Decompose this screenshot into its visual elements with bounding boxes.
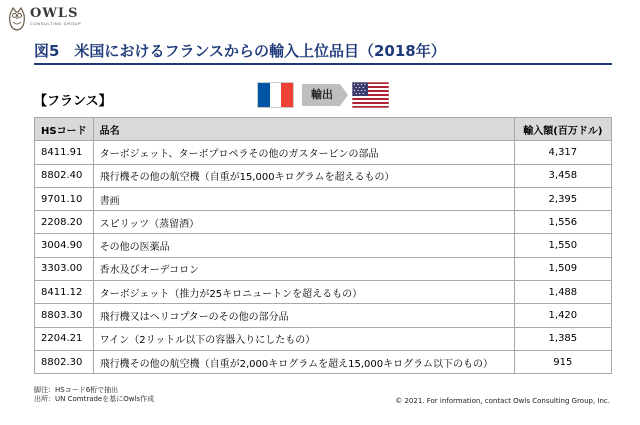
header-import-value: 輸入額(百万ドル) — [514, 118, 611, 141]
page-title: 図5 米国におけるフランスからの輸入上位品目（2018年） — [34, 42, 446, 60]
logo-subtitle: CONSULTING GROUP — [30, 21, 82, 26]
title-underline — [34, 63, 612, 65]
import-value-cell: 1,509 — [514, 257, 611, 280]
hs-code-cell: 3004.90 — [35, 234, 94, 257]
logo-name: OWLS — [30, 6, 79, 21]
hs-code-cell: 2204.21 — [35, 327, 94, 350]
hs-code-cell: 3303.00 — [35, 257, 94, 280]
item-name-cell: 書画 — [93, 187, 514, 210]
item-name-cell: その他の医薬品 — [93, 234, 514, 257]
company-logo — [8, 7, 81, 31]
hs-code-cell: 9701.10 — [35, 187, 94, 210]
owl-icon — [8, 7, 26, 31]
import-value-cell: 3,458 — [514, 164, 611, 187]
section-label: 【フランス】 — [34, 94, 112, 109]
import-value-cell: 915 — [514, 350, 611, 373]
table-row — [35, 187, 612, 210]
item-name-cell: ターボジェット（推力が25キロニュートンを超えるもの） — [93, 281, 514, 304]
import-value-cell: 1,488 — [514, 281, 611, 304]
france-flag-icon — [257, 82, 294, 108]
export-arrow — [302, 84, 348, 106]
footnote-extraction: 脚注：HSコード6桁で抽出 — [34, 386, 119, 394]
table-row — [35, 211, 612, 234]
hs-code-cell: 8411.91 — [35, 141, 94, 164]
import-value-cell: 1,420 — [514, 304, 611, 327]
table-header-row — [35, 118, 612, 141]
item-name-cell: 飛行機その他の航空機（自重が15,000キログラムを超えるもの） — [93, 164, 514, 187]
table-row — [35, 234, 612, 257]
hs-code-cell: 8803.30 — [35, 304, 94, 327]
import-value-cell: 1,550 — [514, 234, 611, 257]
item-name-cell: スピリッツ（蒸留酒） — [93, 211, 514, 234]
footnote-source: 出所：UN Comtradeを基にOwls作成 — [34, 395, 155, 403]
import-value-cell: 1,385 — [514, 327, 611, 350]
imports-table — [34, 117, 612, 374]
table-row — [35, 350, 612, 373]
item-name-cell: 飛行機又はヘリコプターのその他の部分品 — [93, 304, 514, 327]
hs-code-cell: 2208.20 — [35, 211, 94, 234]
copyright-text: © 2021. For information, contact Owls Consulting Group, Inc. — [395, 397, 610, 405]
us-flag-icon — [352, 82, 389, 108]
import-value-cell: 4,317 — [514, 141, 611, 164]
hs-code-cell: 8411.12 — [35, 281, 94, 304]
table-row — [35, 327, 612, 350]
table-row — [35, 257, 612, 280]
table-row — [35, 304, 612, 327]
import-value-cell: 2,395 — [514, 187, 611, 210]
table-row — [35, 164, 612, 187]
hs-code-cell: 8802.30 — [35, 350, 94, 373]
item-name-cell: 香水及びオーデコロン — [93, 257, 514, 280]
table-row — [35, 281, 612, 304]
footnotes — [34, 386, 154, 404]
header-item-name: 品名 — [93, 118, 514, 141]
export-label: 輸出 — [311, 88, 333, 101]
item-name-cell: ワイン（2リットル以下の容器入りにしたもの） — [93, 327, 514, 350]
import-value-cell: 1,556 — [514, 211, 611, 234]
table-row — [35, 141, 612, 164]
item-name-cell: 飛行機その他の航空機（自重が2,000キログラムを超え15,000キログラム以下のもの） — [93, 350, 514, 373]
hs-code-cell: 8802.40 — [35, 164, 94, 187]
item-name-cell: ターボジェット、ターボプロペラその他のガスタービンの部品 — [93, 141, 514, 164]
header-hs-code: HSコード — [35, 118, 94, 141]
